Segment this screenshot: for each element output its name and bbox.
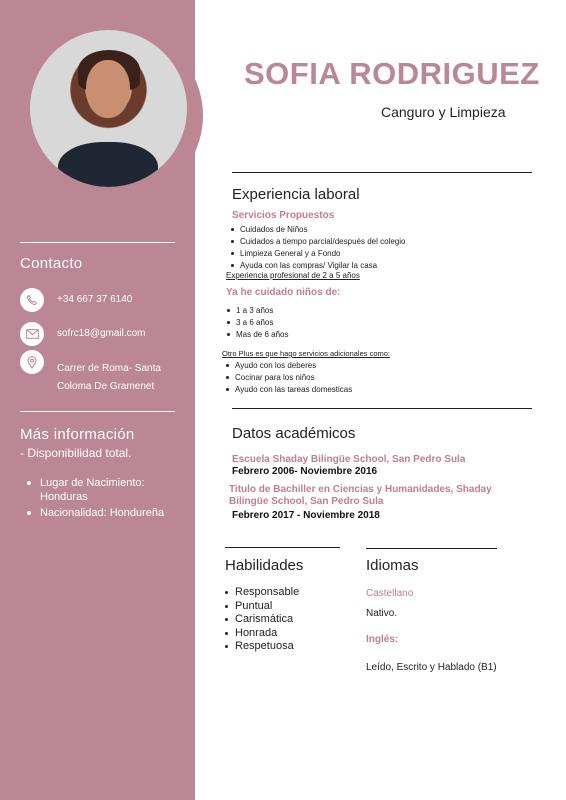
extras-list bbox=[224, 360, 352, 396]
ages-title: Ya he cuidado niños de: bbox=[226, 287, 341, 298]
phone-icon bbox=[20, 288, 44, 312]
list-item: Cuidados a tiempo parcial/después del colegio bbox=[229, 236, 405, 248]
list-item: Limpieza General y a Fondo bbox=[229, 248, 405, 260]
list-item: Honrada bbox=[223, 627, 299, 641]
sidebar-divider bbox=[20, 242, 175, 243]
more-info-title: Más información bbox=[20, 426, 135, 443]
education-dates: Febrero 2017 - Noviembre 2018 bbox=[232, 510, 380, 521]
experience-title: Experiencia laboral bbox=[232, 186, 360, 203]
list-item: Carismática bbox=[223, 613, 299, 627]
education-school: Titulo de Bachiller en Ciencias y Humanidades, Shaday Bilingüe School, San Pedro Sula bbox=[229, 484, 492, 507]
phone-number[interactable]: +34 667 37 6140 bbox=[57, 294, 133, 305]
photo-shirt bbox=[58, 142, 158, 187]
list-item: Responsable bbox=[223, 586, 299, 600]
contact-email bbox=[20, 322, 146, 346]
profile-photo bbox=[30, 30, 187, 187]
section-divider bbox=[225, 547, 340, 548]
list-item: Ayuda con las compras/ Vigilar la casa bbox=[229, 260, 405, 272]
education-dates: Febrero 2006- Noviembre 2016 bbox=[232, 466, 378, 477]
contact-phone bbox=[20, 288, 132, 312]
list-item: Respetuosa bbox=[223, 640, 299, 654]
languages-title: Idiomas bbox=[366, 557, 419, 574]
language-name: Castellano bbox=[366, 588, 414, 599]
list-item: 1 a 3 años bbox=[225, 305, 288, 317]
ages-list bbox=[225, 305, 288, 341]
location-icon bbox=[20, 350, 44, 374]
list-item: Lugar de Nacimiento: Honduras bbox=[22, 476, 187, 504]
section-divider bbox=[232, 172, 532, 173]
list-item: Nacionalidad: Hondureña bbox=[22, 506, 187, 520]
section-divider bbox=[366, 548, 497, 549]
services-title: Servicios Propuestos bbox=[232, 210, 335, 221]
candidate-name: SOFIA RODRIGUEZ bbox=[244, 56, 540, 91]
address-line-1: Carrer de Roma- Santa bbox=[57, 363, 161, 374]
language-level: Leído, Escrito y Hablado (B1) bbox=[366, 662, 497, 673]
address bbox=[57, 360, 161, 396]
services-list bbox=[229, 224, 405, 272]
contact-title: Contacto bbox=[20, 255, 83, 272]
email-address[interactable]: sofrc18@gmail.com bbox=[57, 328, 146, 339]
section-divider bbox=[232, 408, 532, 409]
education-school: Escuela Shaday Bilingüe School, San Pedro Sula bbox=[232, 454, 466, 465]
list-item: Ayudo con los deberes bbox=[224, 360, 352, 372]
list-item: Puntual bbox=[223, 600, 299, 614]
list-item: 3 a 6 años bbox=[225, 317, 288, 329]
photo-face bbox=[86, 60, 130, 118]
education-title: Datos académicos bbox=[232, 425, 356, 442]
list-item: Cuidados de Niños bbox=[229, 224, 405, 236]
list-item: Cocinar para los niños bbox=[224, 372, 352, 384]
email-icon bbox=[20, 322, 44, 346]
candidate-role: Canguro y Limpieza bbox=[381, 104, 506, 120]
sidebar-divider bbox=[20, 411, 175, 412]
extra-services-note: Otro Plus es que hago servicios adicionales como: bbox=[222, 349, 391, 358]
language-level: Nativo. bbox=[366, 608, 398, 619]
address-line-2: Coloma De Gramenet bbox=[57, 381, 155, 392]
list-item: Mas de 6 años bbox=[225, 329, 288, 341]
experience-note: Experiencia profesional de 2 a 5 años bbox=[226, 271, 360, 280]
more-info-list bbox=[22, 476, 187, 522]
availability: - Disponibilidad total. bbox=[20, 446, 132, 460]
skills-title: Habilidades bbox=[225, 557, 304, 574]
list-item: Ayudo con las tareas domesticas bbox=[224, 384, 352, 396]
language-name: Inglés: bbox=[366, 634, 399, 645]
skills-list bbox=[223, 586, 299, 654]
contact-address bbox=[20, 350, 161, 396]
